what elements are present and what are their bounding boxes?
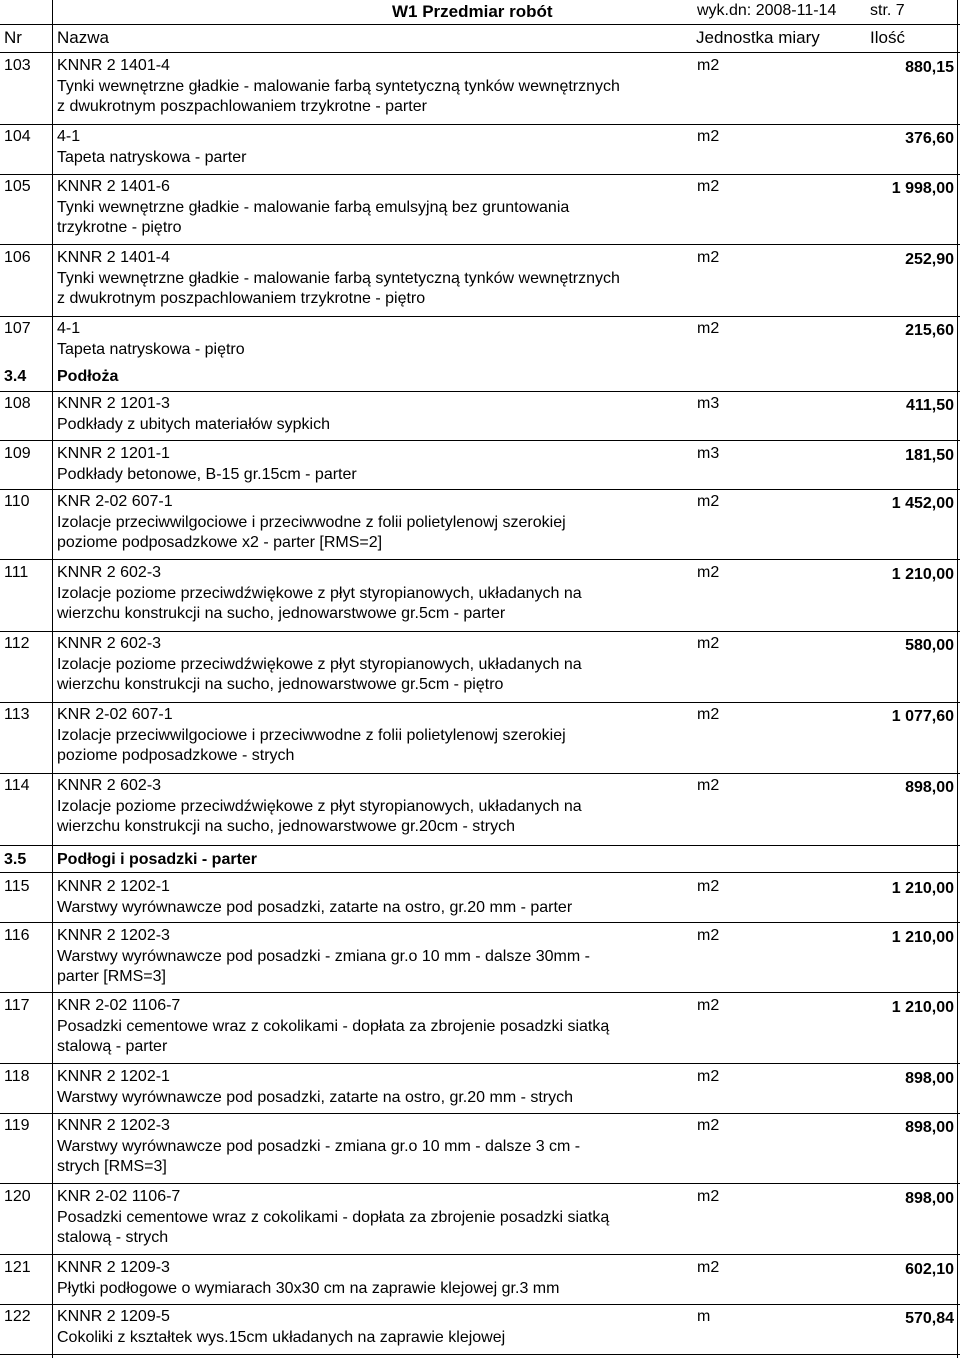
- row-divider: [0, 440, 960, 441]
- item-unit: m3: [697, 395, 720, 412]
- item-code: KNR 2-02 607-1: [57, 706, 173, 723]
- item-unit: m2: [697, 493, 720, 510]
- row-divider: [0, 1183, 960, 1184]
- item-code: KNNR 2 1401-6: [57, 178, 170, 195]
- item-unit: m2: [697, 57, 720, 74]
- item-unit: m2: [697, 178, 720, 195]
- item-description: Tapeta natryskowa - piętro: [57, 341, 245, 358]
- item-unit: m2: [697, 635, 720, 652]
- item-quantity: 1 210,00: [891, 566, 954, 583]
- row-number: 107: [4, 320, 31, 337]
- row-divider: [0, 631, 960, 632]
- item-description: Warstwy wyrównawcze pod posadzki - zmiana gr.o 10 mm - dalsze 3 cm - strych [RMS=3]: [57, 1138, 581, 1175]
- item-code: KNR 2-02 1106-7: [57, 997, 181, 1014]
- row-divider: [0, 244, 960, 245]
- item-description: Płytki podłogowe o wymiarach 30x30 cm na zaprawie klejowej gr.3 mm: [57, 1280, 560, 1297]
- row-number: 113: [4, 706, 30, 723]
- item-code: KNR 2-02 1106-7: [57, 1188, 181, 1205]
- item-unit: m2: [697, 878, 720, 895]
- item-quantity: 898,00: [905, 1070, 954, 1087]
- item-quantity: 252,90: [905, 251, 954, 268]
- row-divider: [0, 1304, 960, 1305]
- section-number: 3.5: [4, 851, 27, 868]
- item-code: KNNR 2 1401-4: [57, 57, 170, 74]
- item-unit: m2: [697, 927, 720, 944]
- column-header-unit: Jednostka miary: [696, 28, 820, 47]
- item-quantity: 376,60: [905, 130, 954, 147]
- column-headers: [0, 25, 960, 53]
- item-code: KNNR 2 1209-5: [57, 1308, 170, 1325]
- item-description: Podkłady z ubitych materiałów sypkich: [57, 416, 331, 433]
- row-divider: [0, 992, 960, 993]
- item-unit: m2: [697, 706, 720, 723]
- item-description: Podkłady betonowe, B-15 gr.15cm - parter: [57, 466, 357, 483]
- row-number: 112: [4, 635, 30, 652]
- column-header-qty: Ilość: [870, 28, 905, 47]
- item-quantity: 1 210,00: [891, 999, 954, 1016]
- item-description: Posadzki cementowe wraz z cokolikami - dopłata za zbrojenie posadzki siatką stalową - strych: [57, 1209, 610, 1246]
- item-description: Warstwy wyrównawcze pod posadzki, zatarte na ostro, gr.20 mm - parter: [57, 899, 573, 916]
- right-border: [957, 0, 958, 1358]
- item-description: Izolacje poziome przeciwdźwiękowe z płyt styropianowych, układanych na wierzchu konstrukcji na sucho, jednowarstwowe gr.5cm - parter: [57, 585, 582, 622]
- item-code: KNNR 2 1202-1: [57, 1068, 170, 1085]
- row-number: 111: [4, 564, 29, 581]
- item-quantity: 411,50: [905, 397, 954, 414]
- document-title: W1 Przedmiar robót: [392, 2, 553, 21]
- item-code: KNNR 2 1202-3: [57, 927, 170, 944]
- item-quantity: 1 210,00: [891, 929, 954, 946]
- item-unit: m2: [697, 997, 720, 1014]
- item-quantity: 1 452,00: [891, 495, 954, 512]
- row-divider: [0, 559, 960, 560]
- document-date: wyk.dn: 2008-11-14: [697, 2, 837, 19]
- item-description: Tynki wewnętrzne gładkie - malowanie farbą syntetyczną tynków wewnętrznych z dwukrotnym poszpachlowaniem trzykrotne - parter: [57, 78, 620, 115]
- row-divider: [0, 872, 960, 873]
- row-number: 120: [4, 1188, 31, 1205]
- item-unit: m2: [697, 128, 720, 145]
- item-description: Izolacje poziome przeciwdźwiękowe z płyt styropianowych, układanych na wierzchu konstrukcji na sucho, jednowarstwowe gr.5cm - piętro: [57, 656, 582, 693]
- row-number: 117: [4, 997, 30, 1014]
- row-divider: [0, 174, 960, 175]
- row-number: 121: [4, 1259, 31, 1276]
- item-unit: m2: [697, 777, 720, 794]
- page-number: str. 7: [870, 2, 905, 19]
- item-description: Cokoliki z kształtek wys.15cm układanych na zaprawie klejowej: [57, 1329, 506, 1346]
- row-divider: [0, 1113, 960, 1114]
- item-description: Warstwy wyrównawcze pod posadzki, zatarte na ostro, gr.20 mm - strych: [57, 1089, 574, 1106]
- row-number: 118: [4, 1068, 30, 1085]
- item-description: Izolacje przeciwwilgociowe i przeciwwodne z folii polietylenowj szerokiej poziome podposadzkowe x2 - parter [RMS=2]: [57, 514, 566, 551]
- row-divider: [0, 316, 960, 317]
- row-divider: [0, 1354, 960, 1355]
- item-quantity: 570,84: [905, 1310, 954, 1327]
- item-quantity: 215,60: [905, 322, 954, 339]
- column-header-name: Nazwa: [57, 28, 109, 47]
- item-quantity: 1 210,00: [891, 880, 954, 897]
- section-title: Podłogi i posadzki - parter: [57, 851, 258, 868]
- item-description: Warstwy wyrównawcze pod posadzki - zmiana gr.o 10 mm - dalsze 30mm - parter [RMS=3]: [57, 948, 590, 985]
- item-description: Izolacje przeciwwilgociowe i przeciwwodne z folii polietylenowj szerokiej poziome podposadzkowe - strych: [57, 727, 566, 764]
- item-unit: m2: [697, 1068, 720, 1085]
- item-quantity: 602,10: [905, 1261, 954, 1278]
- item-quantity: 1 077,60: [891, 708, 954, 725]
- item-quantity: 880,15: [905, 59, 954, 76]
- row-divider: [0, 24, 960, 25]
- row-number: 109: [4, 445, 31, 462]
- row-number: 110: [4, 493, 30, 510]
- item-quantity: 898,00: [905, 1119, 954, 1136]
- item-code: KNNR 2 602-3: [57, 564, 162, 581]
- item-description: Tapeta natryskowa - parter: [57, 149, 247, 166]
- item-code: KNNR 2 1202-1: [57, 878, 170, 895]
- row-divider: [0, 1254, 960, 1255]
- document-header: [0, 0, 960, 24]
- item-code: 4-1: [57, 320, 81, 337]
- item-code: KNNR 2 1201-1: [57, 445, 170, 462]
- row-number: 115: [4, 878, 30, 895]
- row-number: 114: [4, 777, 30, 794]
- item-unit: m2: [697, 564, 720, 581]
- item-code: KNNR 2 1202-3: [57, 1117, 170, 1134]
- item-unit: m2: [697, 249, 720, 266]
- row-divider: [0, 391, 960, 392]
- item-code: KNR 2-02 607-1: [57, 493, 173, 510]
- item-unit: m2: [697, 1259, 720, 1276]
- row-number: 119: [4, 1117, 30, 1134]
- row-number: 103: [4, 57, 31, 74]
- section-number: 3.4: [4, 368, 27, 385]
- item-unit: m3: [697, 445, 720, 462]
- item-code: 4-1: [57, 128, 81, 145]
- item-code: KNNR 2 1209-3: [57, 1259, 170, 1276]
- row-number: 108: [4, 395, 31, 412]
- item-description: Tynki wewnętrzne gładkie - malowanie farbą syntetyczną tynków wewnętrznych z dwukrotnym poszpachlowaniem trzykrotne - piętro: [57, 270, 620, 307]
- item-description: Tynki wewnętrzne gładkie - malowanie farbą emulsyjną bez gruntowania trzykrotne - piętro: [57, 199, 570, 236]
- row-divider: [0, 773, 960, 774]
- item-code: KNNR 2 602-3: [57, 635, 162, 652]
- item-unit: m2: [697, 1117, 720, 1134]
- row-number: 116: [4, 927, 30, 944]
- item-description: Izolacje poziome przeciwdźwiękowe z płyt styropianowych, układanych na wierzchu konstrukcji na sucho, jednowarstwowe gr.20cm - strych: [57, 798, 582, 835]
- item-quantity: 1 998,00: [891, 180, 954, 197]
- item-code: KNNR 2 1201-3: [57, 395, 170, 412]
- item-quantity: 181,50: [905, 447, 954, 464]
- column-divider: [52, 0, 53, 1358]
- row-divider: [0, 52, 960, 53]
- row-divider: [0, 489, 960, 490]
- row-divider: [0, 922, 960, 923]
- item-quantity: 580,00: [905, 637, 954, 654]
- item-quantity: 898,00: [905, 1190, 954, 1207]
- row-number: 105: [4, 178, 31, 195]
- column-header-nr: Nr: [4, 28, 22, 47]
- item-unit: m2: [697, 1188, 720, 1205]
- row-number: 122: [4, 1308, 31, 1325]
- item-quantity: 898,00: [905, 779, 954, 796]
- item-unit: m: [697, 1308, 711, 1325]
- item-description: Posadzki cementowe wraz z cokolikami - dopłata za zbrojenie posadzki siatką stalową - parter: [57, 1018, 610, 1055]
- row-divider: [0, 124, 960, 125]
- item-code: KNNR 2 602-3: [57, 777, 162, 794]
- item-unit: m2: [697, 320, 720, 337]
- row-divider: [0, 845, 960, 846]
- row-number: 104: [4, 128, 31, 145]
- row-divider: [0, 1063, 960, 1064]
- section-title: Podłoża: [57, 368, 119, 385]
- item-code: KNNR 2 1401-4: [57, 249, 170, 266]
- row-divider: [0, 702, 960, 703]
- row-number: 106: [4, 249, 31, 266]
